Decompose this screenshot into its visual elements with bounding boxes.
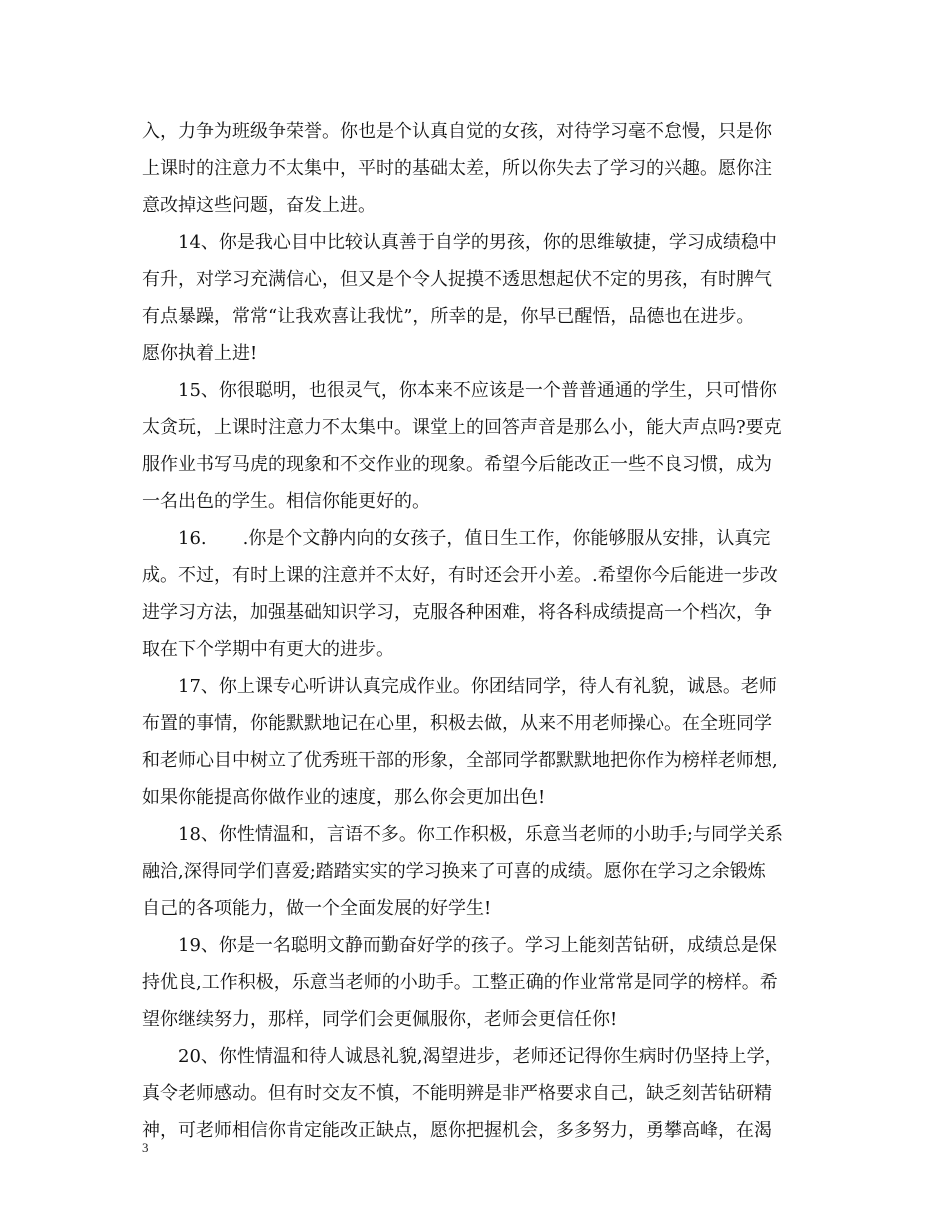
text-line: 意改掉这些问题，奋发上进。	[142, 195, 376, 216]
text-line: 神，可老师相信你肯定能改正缺点，愿你把握机会，多多努力，勇攀高峰，在渴	[142, 1120, 772, 1141]
text-line: 太贪玩，上课时注意力不太集中。课堂上的回答声音是那么小，能大声点吗?要克	[142, 417, 782, 438]
text-line: 20、你性情温和待人诚恳礼貌,渴望进步，老师还记得你生病时仍坚持上学，	[142, 1046, 783, 1067]
text-line: 18、你性情温和，言语不多。你工作积极，乐意当老师的小助手;与同学关系	[142, 824, 783, 845]
text-line: 自己的各项能力，做一个全面发展的好学生!	[142, 898, 492, 919]
text-line: 有升，对学习充满信心，但又是个令人捉摸不透思想起伏不定的男孩，有时脾气	[142, 269, 772, 290]
page-number: 3	[142, 1140, 149, 1155]
text-line: 一名出色的学生。相信你能更好的。	[142, 491, 430, 512]
text-line: 进学习方法，加强基础知识学习，克服各种困难，将各科成绩提高一个档次，争	[142, 602, 772, 623]
text-line: 取在下个学期中有更大的进步。	[142, 639, 394, 660]
text-line: 布置的事情，你能默默地记在心里，积极去做，从来不用老师操心。在全班同学	[142, 713, 772, 734]
text-line: 融洽,深得同学们喜爱;踏踏实实的学习换来了可喜的成绩。愿你在学习之余锻炼	[142, 861, 766, 882]
text-line: 有点暴躁，常常“让我欢喜让我忧”，所幸的是，你早已醒悟，品德也在进步。	[142, 306, 755, 327]
body-text	[142, 113, 814, 1149]
text-line: 如果你能提高你做作业的速度，那么你会更加出色!	[142, 787, 546, 808]
text-line: 望你继续努力，那样，同学们会更佩服你，老师会更信任你!	[142, 1009, 618, 1030]
text-line: 持优良,工作积极，乐意当老师的小助手。工整正确的作业常常是同学的榜样。希	[142, 972, 778, 993]
text-line: 16. .你是个文静内向的女孩子，值日生工作，你能够服从安排，认真完	[142, 528, 771, 549]
text-line: 服作业书写马虎的现象和不交作业的现象。希望今后能改正一些不良习惯，成为	[142, 454, 772, 475]
text-line: 14、你是我心目中比较认真善于自学的男孩，你的思维敏捷，学习成绩稳中	[142, 232, 777, 253]
text-line: 和老师心目中树立了优秀班干部的形象，全部同学都默默地把你作为榜样老师想,	[142, 750, 778, 771]
text-line: 17、你上课专心听讲认真完成作业。你团结同学，待人有礼貌，诚恳。老师	[142, 676, 777, 697]
text-line: 真令老师感动。但有时交友不慎，不能明辨是非严格要求自己，缺乏刻苦钻研精	[142, 1083, 772, 1104]
text-line: 成。不过，有时上课的注意并不太好，有时还会开小差。.希望你今后能进一步改	[142, 565, 778, 586]
text-line: 愿你执着上进!	[142, 343, 258, 364]
text-line: 入，力争为班级争荣誉。你也是个认真自觉的女孩，对待学习毫不怠慢，只是你	[142, 121, 772, 142]
text-line: 15、你很聪明，也很灵气，你本来不应该是一个普普通通的学生，只可惜你	[142, 380, 777, 401]
text-line: 19、你是一名聪明文静而勤奋好学的孩子。学习上能刻苦钻研，成绩总是保	[142, 935, 777, 956]
text-line: 上课时的注意力不太集中，平时的基础太差，所以你失去了学习的兴趣。愿你注	[142, 158, 772, 179]
